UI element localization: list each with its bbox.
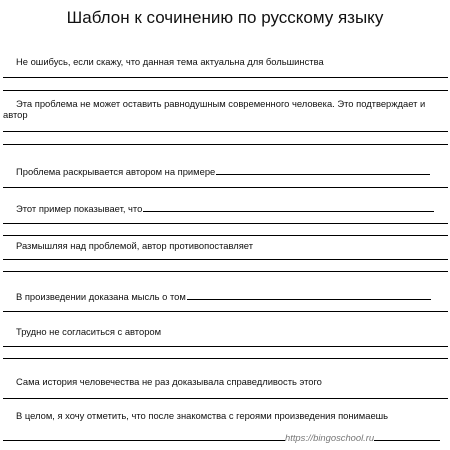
- essay-prompt-6: В произведении доказана мысль о том: [3, 290, 449, 302]
- inline-answer-line[interactable]: [3, 430, 285, 441]
- answer-line[interactable]: [3, 311, 448, 312]
- source-link[interactable]: https://bingoschool.ru: [285, 432, 375, 443]
- essay-prompt-9: В целом, я хочу отметить, что после знакомства с героями произведения понимаешь: [16, 410, 389, 421]
- answer-line[interactable]: [3, 131, 448, 132]
- answer-line[interactable]: [3, 90, 448, 91]
- inline-answer-line[interactable]: [216, 165, 430, 175]
- answer-line[interactable]: [3, 271, 448, 272]
- answer-line[interactable]: [3, 346, 448, 347]
- answer-line[interactable]: [3, 235, 448, 236]
- answer-line[interactable]: [3, 144, 448, 145]
- essay-prompt-3: Проблема раскрывается автором на примере: [3, 165, 449, 177]
- answer-line[interactable]: [3, 187, 448, 188]
- essay-prompt-7: Трудно не согласиться с автором: [16, 326, 162, 337]
- source-footer: [3, 430, 449, 444]
- answer-line[interactable]: [3, 398, 448, 399]
- essay-prompt-1: Не ошибусь, если скажу, что данная тема актуальна для большинства: [16, 56, 324, 67]
- inline-answer-line[interactable]: [374, 430, 440, 441]
- essay-prompt-8: Сама история человечества не раз доказывала справедливость этого: [16, 376, 322, 387]
- answer-line[interactable]: [3, 77, 448, 78]
- answer-line[interactable]: [3, 358, 448, 359]
- essay-prompt-5: Размышляя над проблемой, автор противопоставляет: [16, 240, 254, 251]
- answer-line[interactable]: [3, 223, 448, 224]
- essay-prompt-2: Эта проблема не может оставить равнодушным современного человека. Это подтверждает и автор: [3, 98, 426, 120]
- inline-answer-line[interactable]: [187, 290, 431, 300]
- inline-answer-line[interactable]: [143, 202, 434, 212]
- essay-prompt-4: Этот пример показывает, что: [3, 202, 449, 214]
- answer-line[interactable]: [3, 259, 448, 260]
- page-title: Шаблон к сочинению по русскому языку: [66, 8, 384, 27]
